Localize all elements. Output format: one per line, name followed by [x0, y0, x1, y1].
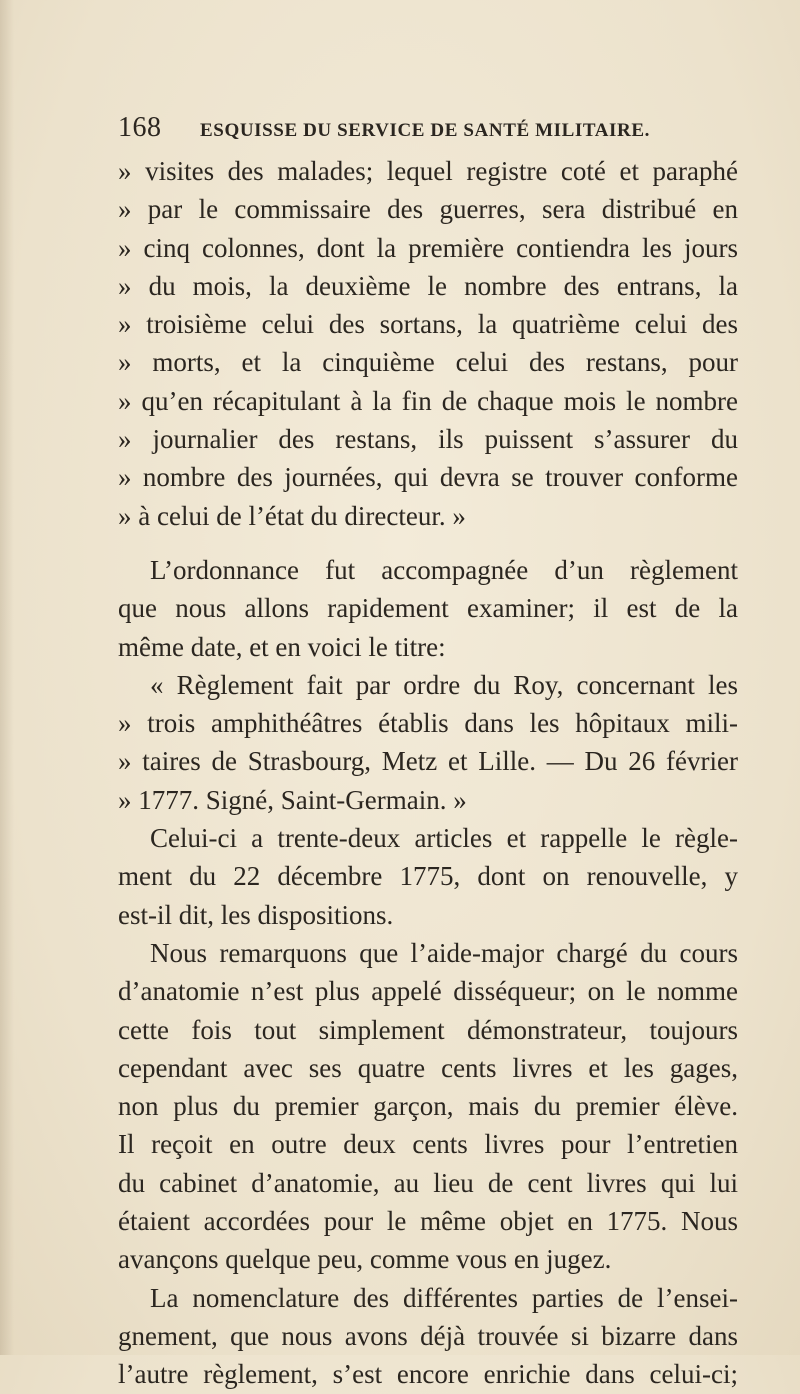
body-text [118, 152, 738, 1394]
text-line: Celui-ci a trente-deux articles et rappelle le règle- [150, 823, 738, 854]
text-line: » morts, et la cinquième celui des restans, pour [118, 347, 738, 378]
text-line: ment du 22 décembre 1775, dont on renouvelle, y [118, 861, 738, 892]
text-line: « Règlement fait par ordre du Roy, concernant les [150, 669, 738, 700]
text-line: » par le commissaire des guerres, sera distribué en [118, 194, 738, 225]
text-line: Il reçoit en outre deux cents livres pour l’entretien [118, 1129, 738, 1160]
text-line: » trois amphithéâtres établis dans les hôpitaux mili- [118, 708, 738, 739]
text-line: cependant avec ses quatre cents livres et les gages, [118, 1052, 738, 1083]
paragraph-gap [118, 535, 738, 551]
text-line: » du mois, la deuxième le nombre des entrans, la [118, 270, 738, 301]
page-edge-shadow [0, 0, 14, 1355]
text-line: » nombre des journées, qui devra se trouver conforme [118, 462, 738, 493]
text-line: gnement, que nous avons déjà trouvée si bizarre dans [118, 1320, 738, 1351]
text-line: » visites des malades; lequel registre coté et paraphé [118, 156, 738, 186]
page-number: 168 [118, 112, 162, 143]
text-line: L’ordonnance fut accompagnée d’un règlement [150, 554, 738, 585]
text-line: » troisième celui des sortans, la quatrième celui des [118, 309, 738, 340]
text-line: » journalier des restans, ils puissent s’assurer du [118, 424, 738, 455]
text-line: du cabinet d’anatomie, au lieu de cent livres qui lui [118, 1167, 738, 1198]
running-title: ESQUISSE DU SERVICE DE SANTÉ MILITAIRE. [200, 120, 650, 141]
text-line: d’anatomie n’est plus appelé disséqueur; on le nomme [118, 976, 738, 1007]
text-line: La nomenclature des différentes parties de l’ensei- [150, 1282, 738, 1313]
text-line: l’autre règlement, s’est encore enrichie dans celui-ci; [118, 1359, 738, 1390]
text-line: Nous remarquons que l’aide-major chargé du cours [150, 937, 738, 968]
text-line: cette fois tout simplement démonstrateur, toujours [118, 1014, 738, 1045]
text-line: » qu’en récapitulant à la fin de chaque mois le nombre [118, 385, 738, 416]
text-line: est-il dit, les dispositions. [118, 899, 394, 930]
text-line: que nous allons rapidement examiner; il est de la [118, 593, 738, 624]
text-line: » cinq colonnes, dont la première contiendra les jours [118, 232, 738, 263]
text-line: non plus du premier garçon, mais du premier élève. [118, 1091, 738, 1122]
text-line: » à celui de l’état du directeur. » [118, 500, 466, 531]
text-line: » taires de Strasbourg, Metz et Lille. — Du 26 février [118, 746, 738, 777]
text-line: » 1777. Signé, Saint-Germain. » [118, 784, 467, 815]
text-line: étaient accordées pour le même objet en 1775. Nous [118, 1206, 738, 1237]
text-line: avançons quelque peu, comme vous en jugez. [118, 1244, 612, 1275]
running-header [118, 112, 738, 148]
text-line: même date, et en voici le titre: [118, 631, 446, 662]
